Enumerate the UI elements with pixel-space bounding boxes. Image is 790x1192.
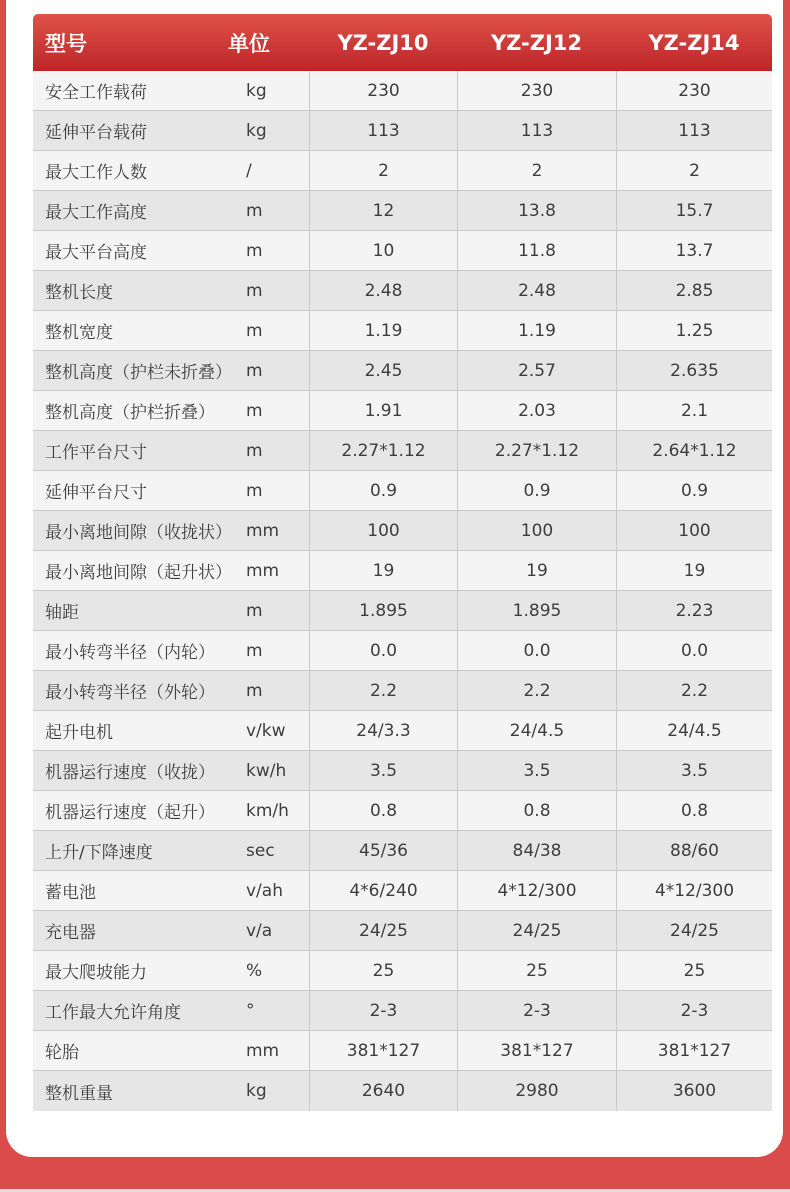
column-header-yz-zj14: YZ-ZJ14: [648, 30, 740, 55]
spec-value-cell: 19: [309, 551, 457, 590]
spec-row: [33, 151, 772, 191]
spec-unit-cell: m: [246, 600, 263, 621]
spec-row: [33, 551, 772, 591]
spec-value-cell: 0.9: [457, 471, 616, 510]
spec-label-cell: 上升/下降速度: [45, 843, 153, 863]
spec-value-cell: 2: [457, 151, 616, 190]
spec-row: [33, 271, 772, 311]
spec-unit-cell: m: [246, 240, 263, 261]
spec-row: [33, 1071, 772, 1111]
spec-value-cell: 2-3: [616, 991, 772, 1030]
spec-value-cell: 381*127: [616, 1031, 772, 1070]
spec-label-cell: 最小转弯半径（内轮）: [45, 643, 215, 663]
spec-unit-cell: km/h: [246, 800, 289, 821]
spec-unit-cell: /: [246, 160, 252, 181]
spec-row: [33, 1031, 772, 1071]
spec-unit-cell: m: [246, 280, 263, 301]
spec-label-cell: 整机宽度: [45, 323, 113, 343]
spec-label-cell: 整机高度（护栏折叠）: [45, 403, 215, 423]
spec-unit-cell: %: [246, 960, 263, 981]
spec-row: [33, 351, 772, 391]
spec-unit-cell: sec: [246, 840, 275, 861]
spec-value-cell: 230: [309, 71, 457, 110]
spec-value-cell: 100: [457, 511, 616, 550]
spec-value-cell: 2-3: [457, 991, 616, 1030]
spec-value-cell: 0.8: [309, 791, 457, 830]
spec-value-cell: 1.19: [457, 311, 616, 350]
column-header-yz-zj10: YZ-ZJ10: [337, 30, 429, 55]
spec-unit-cell: v/ah: [246, 880, 283, 901]
spec-value-cell: 4*12/300: [616, 871, 772, 910]
spec-value-cell: 1.895: [457, 591, 616, 630]
spec-value-cell: 10: [309, 231, 457, 270]
spec-value-cell: 2-3: [309, 991, 457, 1030]
spec-label-cell: 蓄电池: [45, 883, 96, 903]
spec-value-cell: 2.635: [616, 351, 772, 390]
spec-value-cell: 2.27*1.12: [309, 431, 457, 470]
spec-value-cell: 84/38: [457, 831, 616, 870]
spec-value-cell: 2.64*1.12: [616, 431, 772, 470]
table-body: [33, 71, 772, 1111]
spec-label-cell: 轴距: [45, 603, 79, 623]
spec-value-cell: 113: [616, 111, 772, 150]
spec-label-cell: 工作最大允许角度: [45, 1003, 181, 1023]
spec-value-cell: 0.8: [616, 791, 772, 830]
spec-value-cell: 15.7: [616, 191, 772, 230]
spec-value-cell: 113: [457, 111, 616, 150]
spec-row: [33, 991, 772, 1031]
spec-value-cell: 1.19: [309, 311, 457, 350]
spec-value-cell: 0.0: [457, 631, 616, 670]
spec-row: [33, 111, 772, 151]
spec-unit-cell: kg: [246, 80, 267, 101]
spec-value-cell: 3.5: [457, 751, 616, 790]
spec-row: [33, 431, 772, 471]
spec-value-cell: 100: [309, 511, 457, 550]
spec-value-cell: 4*12/300: [457, 871, 616, 910]
spec-label-cell: 最小离地间隙（起升状）: [45, 563, 232, 583]
spec-value-cell: 2: [616, 151, 772, 190]
column-header-unit: 单位: [228, 31, 270, 56]
spec-value-cell: 2.48: [309, 271, 457, 310]
spec-unit-cell: kw/h: [246, 760, 287, 781]
spec-value-cell: 1.895: [309, 591, 457, 630]
column-header-yz-zj12: YZ-ZJ12: [490, 30, 583, 55]
spec-label-cell: 延伸平台尺寸: [45, 483, 147, 503]
spec-row: [33, 631, 772, 671]
spec-row: [33, 231, 772, 271]
spec-unit-cell: °: [246, 1000, 255, 1021]
spec-row: [33, 871, 772, 911]
spec-unit-cell: m: [246, 200, 263, 221]
spec-label-cell: 最小转弯半径（外轮）: [45, 683, 215, 703]
spec-row: [33, 791, 772, 831]
spec-value-cell: 3.5: [616, 751, 772, 790]
spec-value-cell: 24/3.3: [309, 711, 457, 750]
spec-card: [6, 0, 783, 1157]
spec-value-cell: 2: [309, 151, 457, 190]
spec-unit-cell: kg: [246, 1081, 267, 1101]
spec-value-cell: 0.9: [616, 471, 772, 510]
spec-value-cell: 24/4.5: [457, 711, 616, 750]
spec-value-cell: 2.03: [457, 391, 616, 430]
spec-unit-cell: m: [246, 640, 263, 661]
spec-unit-cell: mm: [246, 560, 280, 581]
spec-value-cell: 1.25: [616, 311, 772, 350]
table-header-row: [33, 14, 772, 71]
spec-value-cell: 2.48: [457, 271, 616, 310]
spec-value-cell: 24/4.5: [616, 711, 772, 750]
spec-value-cell: 1.91: [309, 391, 457, 430]
spec-value-cell: 2.2: [309, 671, 457, 710]
spec-value-cell: 230: [616, 71, 772, 110]
spec-row: [33, 391, 772, 431]
spec-label-cell: 安全工作载荷: [45, 83, 147, 103]
spec-label-cell: 充电器: [45, 923, 96, 943]
spec-unit-cell: v/a: [246, 920, 273, 941]
spec-row: [33, 911, 772, 951]
spec-value-cell: 45/36: [309, 831, 457, 870]
spec-value-cell: 25: [457, 951, 616, 990]
spec-value-cell: 2.85: [616, 271, 772, 310]
spec-label-cell: 最大爬坡能力: [45, 963, 147, 983]
spec-row: [33, 471, 772, 511]
spec-value-cell: 230: [457, 71, 616, 110]
spec-value-cell: 2.45: [309, 351, 457, 390]
spec-value-cell: 0.0: [616, 631, 772, 670]
spec-value-cell: 13.7: [616, 231, 772, 270]
spec-label-cell: 轮胎: [45, 1043, 79, 1063]
spec-value-cell: 100: [616, 511, 772, 550]
spec-label-cell: 起升电机: [45, 723, 113, 743]
spec-value-cell: 24/25: [457, 911, 616, 950]
spec-unit-cell: m: [246, 400, 263, 421]
spec-row: [33, 711, 772, 751]
spec-row: [33, 671, 772, 711]
spec-label-cell: 整机长度: [45, 283, 113, 303]
spec-unit-cell: mm: [246, 1040, 280, 1061]
spec-value-cell: 19: [616, 551, 772, 590]
spec-label-cell: 整机高度（护栏未折叠）: [45, 363, 232, 383]
spec-label-cell: 整机重量: [45, 1083, 113, 1104]
spec-label-cell: 机器运行速度（起升）: [45, 803, 215, 823]
spec-unit-cell: m: [246, 480, 263, 501]
column-header-model: 型号: [45, 31, 87, 56]
spec-unit-cell: mm: [246, 520, 280, 541]
spec-unit-cell: m: [246, 440, 263, 461]
spec-value-cell: 25: [616, 951, 772, 990]
spec-row: [33, 591, 772, 631]
spec-table: [33, 14, 772, 1111]
spec-unit-cell: kg: [246, 120, 267, 141]
spec-row: [33, 191, 772, 231]
spec-value-cell: 24/25: [309, 911, 457, 950]
spec-label-cell: 最大平台高度: [45, 243, 147, 263]
spec-value-cell: 2.1: [616, 391, 772, 430]
spec-unit-cell: v/kw: [246, 720, 286, 741]
spec-label-cell: 最大工作高度: [45, 203, 147, 223]
spec-row: [33, 511, 772, 551]
spec-value-cell: 3.5: [309, 751, 457, 790]
spec-value-cell: 3600: [616, 1071, 772, 1111]
spec-value-cell: 0.8: [457, 791, 616, 830]
spec-row: [33, 71, 772, 111]
spec-value-cell: 2.23: [616, 591, 772, 630]
spec-value-cell: 19: [457, 551, 616, 590]
spec-value-cell: 11.8: [457, 231, 616, 270]
spec-row: [33, 951, 772, 991]
spec-value-cell: 381*127: [457, 1031, 616, 1070]
spec-value-cell: 2.2: [616, 671, 772, 710]
spec-value-cell: 0.9: [309, 471, 457, 510]
spec-value-cell: 2640: [309, 1071, 457, 1111]
spec-unit-cell: m: [246, 360, 263, 381]
spec-value-cell: 2.57: [457, 351, 616, 390]
spec-row: [33, 751, 772, 791]
spec-label-cell: 延伸平台载荷: [45, 123, 147, 143]
spec-unit-cell: m: [246, 320, 263, 341]
spec-value-cell: 25: [309, 951, 457, 990]
spec-unit-cell: m: [246, 680, 263, 701]
spec-value-cell: 13.8: [457, 191, 616, 230]
spec-label-cell: 最大工作人数: [45, 163, 147, 183]
spec-row: [33, 311, 772, 351]
spec-value-cell: 113: [309, 111, 457, 150]
spec-value-cell: 24/25: [616, 911, 772, 950]
spec-label-cell: 最小离地间隙（收拢状）: [45, 523, 232, 543]
spec-value-cell: 4*6/240: [309, 871, 457, 910]
spec-value-cell: 12: [309, 191, 457, 230]
spec-value-cell: 2.2: [457, 671, 616, 710]
spec-label-cell: 工作平台尺寸: [45, 443, 147, 463]
spec-value-cell: 0.0: [309, 631, 457, 670]
spec-value-cell: 88/60: [616, 831, 772, 870]
spec-label-cell: 机器运行速度（收拢）: [45, 763, 215, 783]
spec-row: [33, 831, 772, 871]
spec-value-cell: 381*127: [309, 1031, 457, 1070]
spec-value-cell: 2.27*1.12: [457, 431, 616, 470]
spec-value-cell: 2980: [457, 1071, 616, 1111]
